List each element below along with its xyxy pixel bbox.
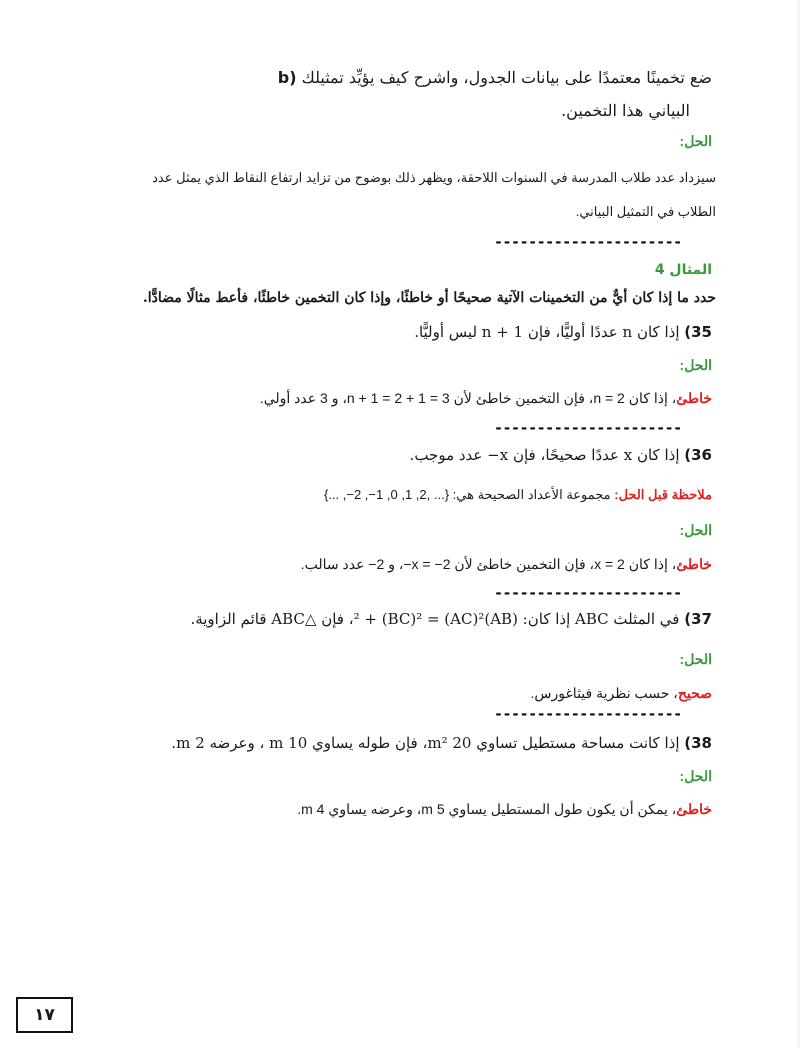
example-label: المثال 4 xyxy=(654,262,712,278)
page-number: ١٧ xyxy=(16,997,73,1033)
answer-35: خاطئ، إذا كان n = 2، فإن التخمين خاطئ لأن 3 = 1 + 2 = n + 1، و 3 عدد أولي. xyxy=(259,390,712,406)
question-number: 36) xyxy=(684,446,712,464)
solution-b-line1: سيزداد عدد طلاب المدرسة في السنوات اللاحقة، ويظهر ذلك بوضوح من تزايد ارتفاع النقاط الذي يمثل عدد xyxy=(152,170,716,185)
question-number: b) xyxy=(277,68,297,87)
verdict-false: خاطئ xyxy=(676,390,712,406)
separator: ---------------------- xyxy=(494,705,682,723)
question-number: 37) xyxy=(684,610,712,628)
separator: ---------------------- xyxy=(494,233,682,251)
solution-label: الحل: xyxy=(679,651,712,667)
question-38: 38) إذا كانت مساحة مستطيل تساوي 20 m²، فإن طوله يساوي 10 m ، وعرضه 2 m. xyxy=(171,734,712,752)
solution-b-line2: الطلاب في التمثيل البياني. xyxy=(575,204,716,219)
verdict-true: صحيح xyxy=(677,685,712,701)
example-instruction: حدد ما إذا كان أيٌّ من التخمينات الآتية صحيحًا أو خاطئًا، وإذا كان التخمين خاطئًا، فأعط مثالًا مضادًّا. xyxy=(142,290,716,306)
verdict-false: خاطئ xyxy=(676,801,712,817)
question-number: 35) xyxy=(684,323,712,341)
question-b-line2: البياني هذا التخمين. xyxy=(561,101,690,120)
note-before-solution: ملاحظة قبل الحل: مجموعة الأعداد الصحيحة هي: {... ,2, 1, 0, 1−, 2−, ...} xyxy=(323,487,712,502)
note-label: ملاحظة قبل الحل: xyxy=(614,487,712,502)
answer-37: صحيح، حسب نظرية فيثاغورس. xyxy=(530,685,712,701)
question-b-line1: b) ضع تخمينًا معتمدًا على بيانات الجدول، واشرح كيف يؤيِّد تمثيلك xyxy=(277,68,712,87)
answer-38: خاطئ، يمكن أن يكون طول المستطيل يساوي 5 m، وعرضه يساوي 4 m. xyxy=(297,801,712,817)
question-37: 37) في المثلث ABC إذا كان: (AB)² + (BC)² = (AC)²، فإن △ABC قائم الزاوية. xyxy=(190,610,712,628)
solution-label: الحل: xyxy=(679,768,712,784)
separator: ---------------------- xyxy=(494,584,682,602)
solution-label: الحل: xyxy=(679,357,712,373)
solution-label: الحل: xyxy=(679,522,712,538)
verdict-false: خاطئ xyxy=(676,556,712,572)
solution-label: الحل: xyxy=(679,133,712,149)
question-number: 38) xyxy=(684,734,712,752)
separator: ---------------------- xyxy=(494,419,682,437)
question-35: 35) إذا كان n عددًا أوليًّا، فإن n + 1 ليس أوليًّا. xyxy=(414,323,712,341)
answer-36: خاطئ، إذا كان x = 2، فإن التخمين خاطئ لأن 2− = x−، و 2− عدد سالب. xyxy=(300,556,712,572)
question-36: 36) إذا كان x عددًا صحيحًا، فإن x− عدد موجب. xyxy=(409,446,712,464)
